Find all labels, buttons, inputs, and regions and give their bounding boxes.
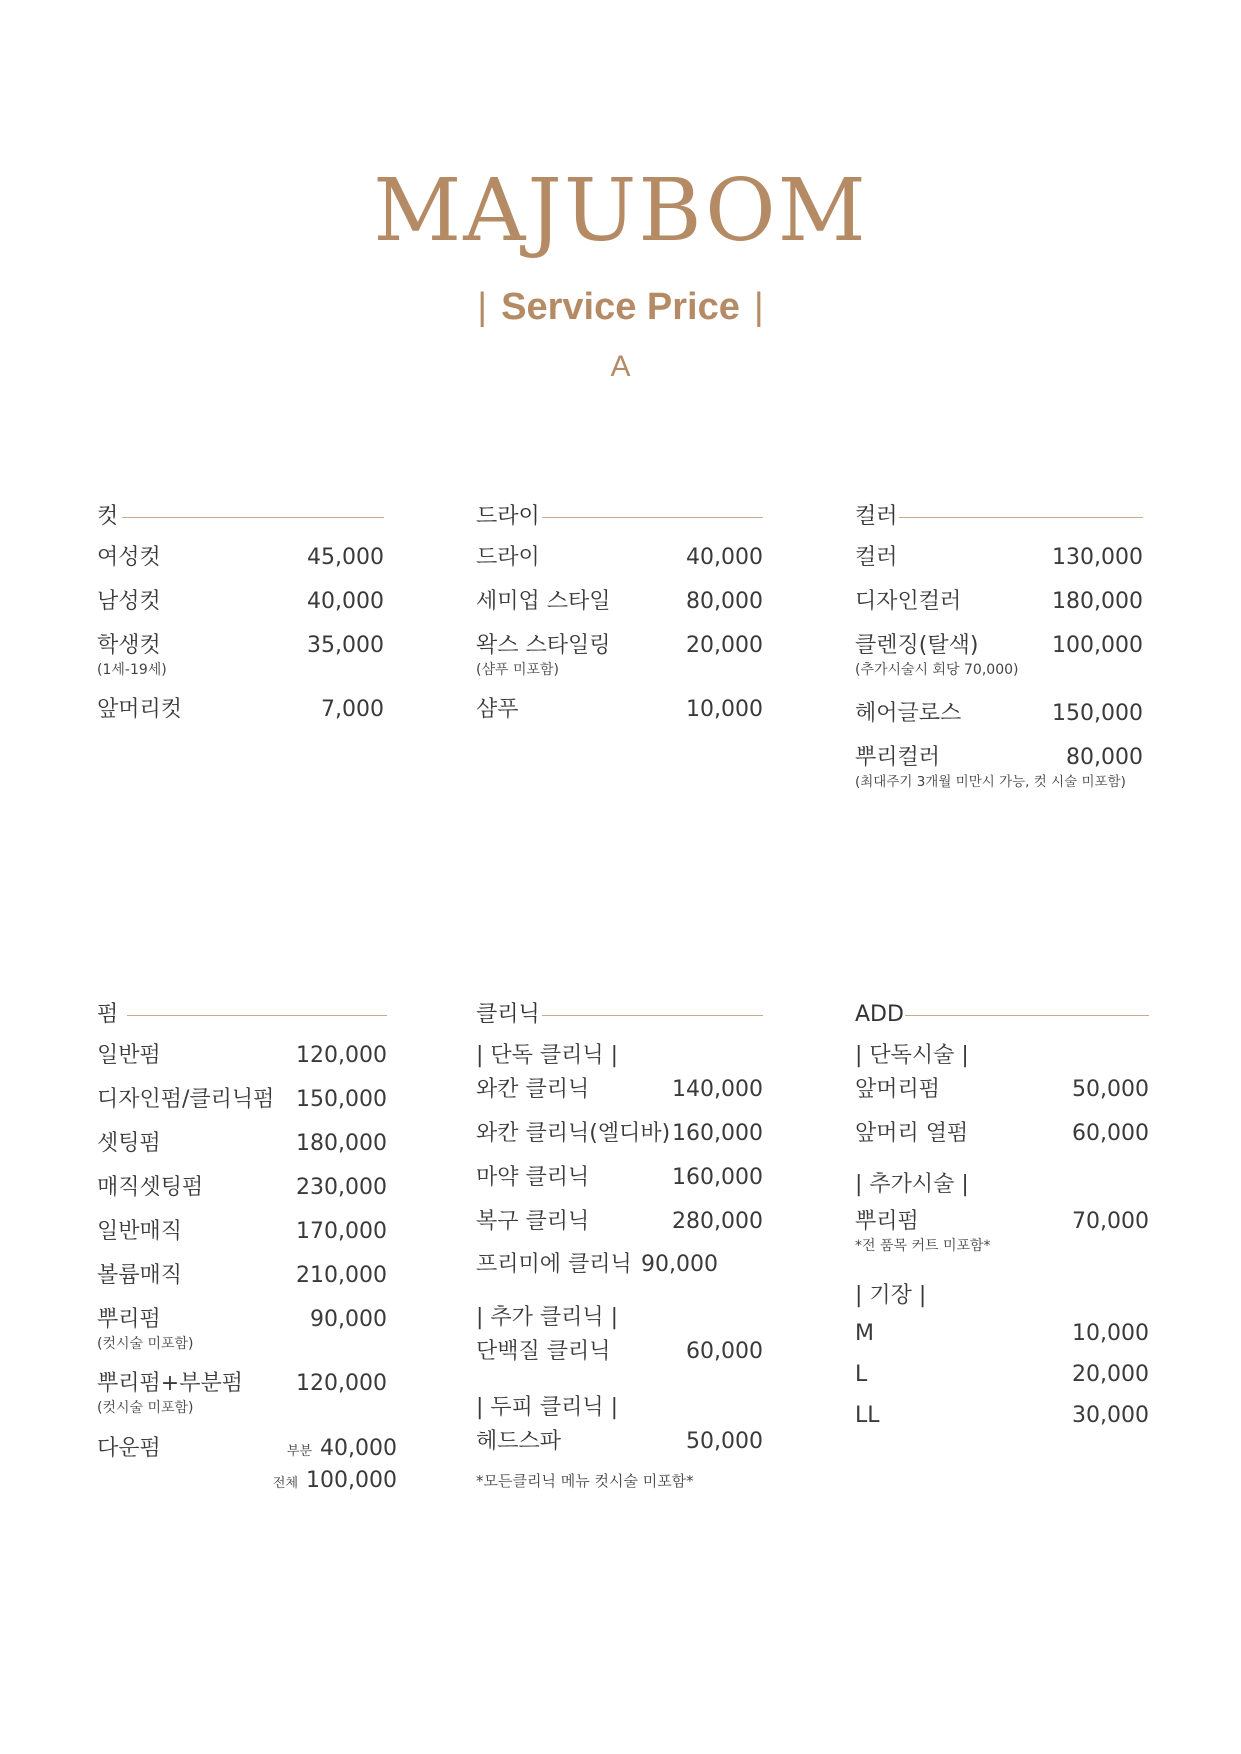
item-price: 10,000	[1072, 1321, 1149, 1346]
section-dry	[476, 502, 763, 722]
item-name: 뿌리펌+부분펌	[97, 1371, 243, 1396]
item-note: (1세-19세)	[97, 662, 167, 678]
item-name: 디자인컬러	[855, 589, 962, 614]
item-name: 컬러	[855, 545, 898, 570]
item-note: *전 품목 커트 미포함*	[855, 1238, 991, 1254]
item-price: 160,000	[672, 1165, 763, 1190]
item-price: 50,000	[686, 1429, 763, 1454]
item-price-part	[287, 1435, 397, 1466]
item-name: 셋팅펌	[97, 1131, 161, 1156]
item-name: 샴푸	[476, 697, 519, 722]
item-name: 앞머리컷	[97, 697, 183, 722]
section-perm	[97, 1000, 397, 1493]
item-price: 50,000	[1072, 1077, 1149, 1102]
item-price: 80,000	[686, 589, 763, 614]
item-price: 45,000	[307, 545, 384, 570]
section-header	[476, 502, 763, 532]
section-divider	[899, 517, 1143, 518]
item-price: 60,000	[1072, 1121, 1149, 1146]
item-price: 80,000	[1066, 745, 1143, 770]
item-price: 70,000	[1072, 1209, 1149, 1234]
item-price: 90,000	[641, 1252, 718, 1277]
section-header	[855, 502, 1143, 532]
section-divider	[127, 1015, 387, 1016]
item-price: 230,000	[296, 1175, 387, 1200]
item-name: 디자인펌/클리닉펌	[97, 1087, 275, 1112]
item-price: 140,000	[672, 1077, 763, 1102]
item-price: 180,000	[1052, 589, 1143, 614]
item-note: (컷시술 미포함)	[97, 1400, 194, 1416]
item-price: 10,000	[686, 697, 763, 722]
item-price: 120,000	[296, 1371, 387, 1396]
item-price: 100,000	[1052, 633, 1143, 658]
section-divider	[122, 517, 384, 518]
subtitle-bar-right: |	[753, 286, 764, 328]
section-header	[855, 1000, 1149, 1030]
section-title: 클리닉	[476, 1000, 548, 1030]
item-note: (컷시술 미포함)	[97, 1336, 194, 1352]
section-title: 컷	[97, 502, 126, 532]
item-price: 210,000	[296, 1263, 387, 1288]
item-note: (추가시술시 회당 70,000)	[855, 662, 1019, 678]
item-name: 뿌리펌	[97, 1307, 161, 1332]
item-name: 앞머리펌	[855, 1077, 941, 1102]
item-name: 학생컷	[97, 633, 161, 658]
item-price: 20,000	[1072, 1362, 1149, 1387]
item-price: 20,000	[686, 633, 763, 658]
item-name: 뿌리컬러	[855, 745, 941, 770]
item-name: 앞머리 열펌	[855, 1121, 969, 1146]
item-price: 280,000	[672, 1209, 763, 1234]
item-price-full	[273, 1467, 397, 1498]
item-name: 헤어글로스	[855, 701, 962, 726]
full-label: 전체	[272, 1476, 299, 1491]
item-price: 40,000	[686, 545, 763, 570]
section-header	[476, 1000, 763, 1030]
section-divider	[542, 1015, 763, 1016]
section-divider	[905, 1015, 1149, 1016]
item-price: 160,000	[672, 1121, 763, 1146]
section-cut	[97, 502, 384, 722]
page-subtitle	[0, 288, 1241, 326]
part-label: 부분	[286, 1444, 313, 1459]
item-name: 드라이	[476, 545, 540, 570]
section-title: 펌	[97, 1000, 126, 1030]
item-name: 매직셋팅펌	[97, 1175, 204, 1200]
section-add	[855, 1000, 1149, 1428]
item-price: 180,000	[296, 1131, 387, 1156]
item-name: 볼륨매직	[97, 1263, 183, 1288]
item-name: 프리미에 클리닉	[476, 1252, 632, 1277]
subsection-title: | 두피 클리닉 |	[476, 1395, 619, 1420]
item-name: L	[855, 1362, 868, 1387]
item-price: 60,000	[686, 1339, 763, 1364]
item-name: 일반매직	[97, 1219, 183, 1244]
item-name: 남성컷	[97, 589, 161, 614]
item-name: 마약 클리닉	[476, 1165, 590, 1190]
item-name: M	[855, 1321, 874, 1346]
item-price: 170,000	[296, 1219, 387, 1244]
section-header	[97, 502, 384, 532]
item-price: 150,000	[1052, 701, 1143, 726]
item-name: 헤드스파	[476, 1429, 562, 1454]
brand-logo: MAJUBOM	[373, 161, 868, 261]
item-name: 다운펌	[97, 1436, 161, 1461]
item-name: 여성컷	[97, 545, 161, 570]
subsection-title: | 추가 클리닉 |	[476, 1305, 619, 1330]
item-price: 7,000	[321, 697, 384, 722]
section-clinic	[476, 1000, 763, 1490]
item-name: 뿌리펌	[855, 1209, 919, 1234]
full-price: 100,000	[306, 1468, 397, 1493]
item-name: 단백질 클리닉	[476, 1339, 611, 1364]
subsection-title: | 기장 |	[855, 1283, 927, 1308]
section-title: 컬러	[855, 502, 906, 532]
item-price: 40,000	[307, 589, 384, 614]
item-name: LL	[855, 1403, 880, 1428]
clinic-footnote: *모든클리닉 메뉴 컷시술 미포함*	[476, 1472, 694, 1490]
subtitle-text: Service Price	[501, 286, 740, 328]
price-grade: A	[610, 350, 631, 383]
section-title: ADD	[855, 1000, 912, 1030]
subsection-title: | 추가시술 |	[855, 1172, 969, 1197]
item-price: 130,000	[1052, 545, 1143, 570]
item-price: 90,000	[310, 1307, 387, 1332]
item-name: 복구 클리닉	[476, 1209, 590, 1234]
item-price: 35,000	[307, 633, 384, 658]
item-name: 왁스 스타일링	[476, 633, 611, 658]
item-name: 클렌징(탈색)	[855, 633, 979, 658]
item-name: 와칸 클리닉(엘디바)	[476, 1121, 671, 1146]
section-divider	[542, 517, 763, 518]
item-price: 30,000	[1072, 1403, 1149, 1428]
section-color	[855, 502, 1143, 790]
subsection-title: | 단독시술 |	[855, 1043, 969, 1068]
section-header	[97, 1000, 387, 1030]
subtitle-bar-left: |	[477, 286, 488, 328]
item-note: (최대주기 3개월 미만시 가능, 컷 시술 미포함)	[855, 774, 1126, 790]
item-price: 120,000	[296, 1043, 387, 1068]
item-note: (샴푸 미포함)	[476, 662, 559, 678]
item-name: 세미업 스타일	[476, 589, 611, 614]
section-title: 드라이	[476, 502, 548, 532]
item-name: 일반펌	[97, 1043, 161, 1068]
item-price: 150,000	[296, 1087, 387, 1112]
subsection-title: | 단독 클리닉 |	[476, 1043, 619, 1068]
item-name: 와칸 클리닉	[476, 1077, 590, 1102]
part-price: 40,000	[320, 1436, 397, 1461]
